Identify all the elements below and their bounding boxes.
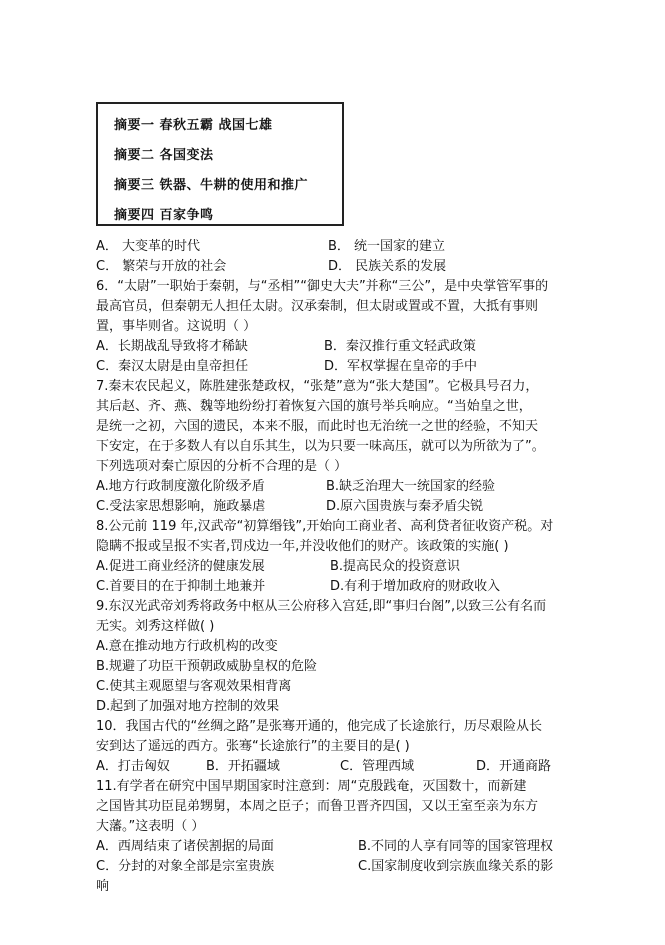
q8-option-b: B.提高民众的投资意识 xyxy=(330,559,461,574)
q9-option-a: A.意在推动地方行政机构的改变 xyxy=(96,639,278,654)
q10-stem-line-1: 10．我国古代的“丝绸之路”是张骞开通的，他完成了长途旅行，历尽艰险从长 xyxy=(96,719,543,734)
q6-stem-line-1: 6．“太尉”一职始于秦朝，与“丞相”“御史大夫”并称“三公”，是中央掌管军事的 xyxy=(96,279,549,294)
q5-option-c: C． 繁荣与开放的社会 xyxy=(96,259,227,274)
q8-option-a: A.促进工商业经济的健康发展 xyxy=(96,559,265,574)
q7-stem-line-4: 下安定，在于多数人有以自乐其生，以为只要一味高压，就可以为所欲为了”。 xyxy=(96,439,545,454)
summary-line-2: 摘要二 各国变法 xyxy=(114,148,214,163)
summary-line-3: 摘要三 铁器、牛耕的使用和推广 xyxy=(114,178,309,193)
summary-line-4: 摘要四 百家争鸣 xyxy=(114,208,214,223)
q6-stem-line-2: 最高官员，但秦朝无人担任太尉。汉承秦制，但太尉或置或不置，大抵有事则 xyxy=(96,299,539,314)
q11-option-b: B.不同的人享有同等的国家管理权 xyxy=(358,839,554,854)
q7-stem-line-1: 7.秦末农民起义，陈胜建张楚政权，“张楚”意为“张大楚国”。它极具号召力， xyxy=(96,379,539,394)
q11-stem-line-2: 之国皆其功臣昆弟甥舅，本周之臣子；而鲁卫晋齐四国，又以王室至亲为东方 xyxy=(96,799,539,814)
q6-option-d: D．军权掌握在皇帝的手中 xyxy=(324,359,478,374)
q8-stem-line-1: 8.公元前 119 年,汉武帝“初算缗钱”,开始向工商业者、高利贷者征收资产税。对 xyxy=(96,519,554,534)
q7-option-a: A.地方行政制度激化阶级矛盾 xyxy=(96,479,265,494)
q9-option-d: D.起到了加强对地方控制的效果 xyxy=(96,699,280,714)
q10-option-c: C．管理西域 xyxy=(340,759,415,774)
q8-option-d: D.有利于增加政府的财政收入 xyxy=(330,579,501,594)
q9-option-c: C.使其主观愿望与客观效果相背离 xyxy=(96,679,292,694)
q6-option-b: B．秦汉推行重文轻武政策 xyxy=(324,339,476,354)
q11-option-d-wrap: 响 xyxy=(96,879,110,894)
q10-option-d: D．开通商路 xyxy=(476,759,552,774)
q11-stem-line-3: 大藩。”这表明（ ） xyxy=(96,819,205,834)
q8-option-c: C.首要目的在于抑制土地兼并 xyxy=(96,579,266,594)
q7-option-d: D.原六国贵族与秦矛盾尖锐 xyxy=(326,499,484,514)
q9-option-b: B.规避了功臣干预朝政威胁皇权的危险 xyxy=(96,659,318,674)
q7-option-c: C.受法家思想影响，施政暴虐 xyxy=(96,499,266,514)
q9-stem-line-2: 无实。刘秀这样做( ) xyxy=(96,619,215,634)
summary-box xyxy=(96,102,344,226)
q10-option-b: B．开拓疆域 xyxy=(206,759,280,774)
q10-stem-line-2: 安到达了遥远的西方。张骞“长途旅行”的主要目的是( ) xyxy=(96,739,410,754)
q11-option-a: A．西周结束了诸侯割据的局面 xyxy=(96,839,274,854)
q5-option-a: A． 大变革的时代 xyxy=(96,239,201,254)
q11-stem-line-1: 11.有学者在研究中国早期国家时注意到：周“克殷践奄，灭国数十，而新建 xyxy=(96,779,527,794)
q5-option-d: D． 民族关系的发展 xyxy=(328,259,447,274)
summary-line-1: 摘要一 春秋五霸 战国七雄 xyxy=(114,118,273,133)
q7-option-b: B.缺乏治理大一统国家的经验 xyxy=(326,479,496,494)
q6-option-c: C．秦汉太尉是由皇帝担任 xyxy=(96,359,249,374)
q7-stem-line-3: 是统一之初，六国的遗民，本来不服，而此时也无治统一之世的经验，不知天 xyxy=(96,419,539,434)
q10-option-a: A．打击匈奴 xyxy=(96,759,170,774)
q5-option-b: B． 统一国家的建立 xyxy=(328,239,446,254)
q11-option-d: C.国家制度收到宗族血缘关系的影 xyxy=(358,859,554,874)
q11-option-c: C．分封的对象全部是宗室贵族 xyxy=(96,859,275,874)
q7-stem-line-2: 其后赵、齐、燕、魏等地纷纷打着恢复六国的旗号举兵响应。“当始皇之世， xyxy=(96,399,532,414)
q6-stem-line-3: 置，事毕则省。这说明（ ） xyxy=(96,319,257,334)
q6-option-a: A．长期战乱导致将才稀缺 xyxy=(96,339,248,354)
q9-stem-line-1: 9.东汉光武帝刘秀将政务中枢从三公府移入宫廷,即“事归台阁”,以致三公有名而 xyxy=(96,599,547,614)
q7-stem-line-5: 下列选项对秦亡原因的分析不合理的是（ ） xyxy=(96,459,348,474)
q8-stem-line-2: 隐瞒不报或呈报不实者,罚戍边一年,并没收他们的财产。该政策的实施( ) xyxy=(96,539,509,554)
